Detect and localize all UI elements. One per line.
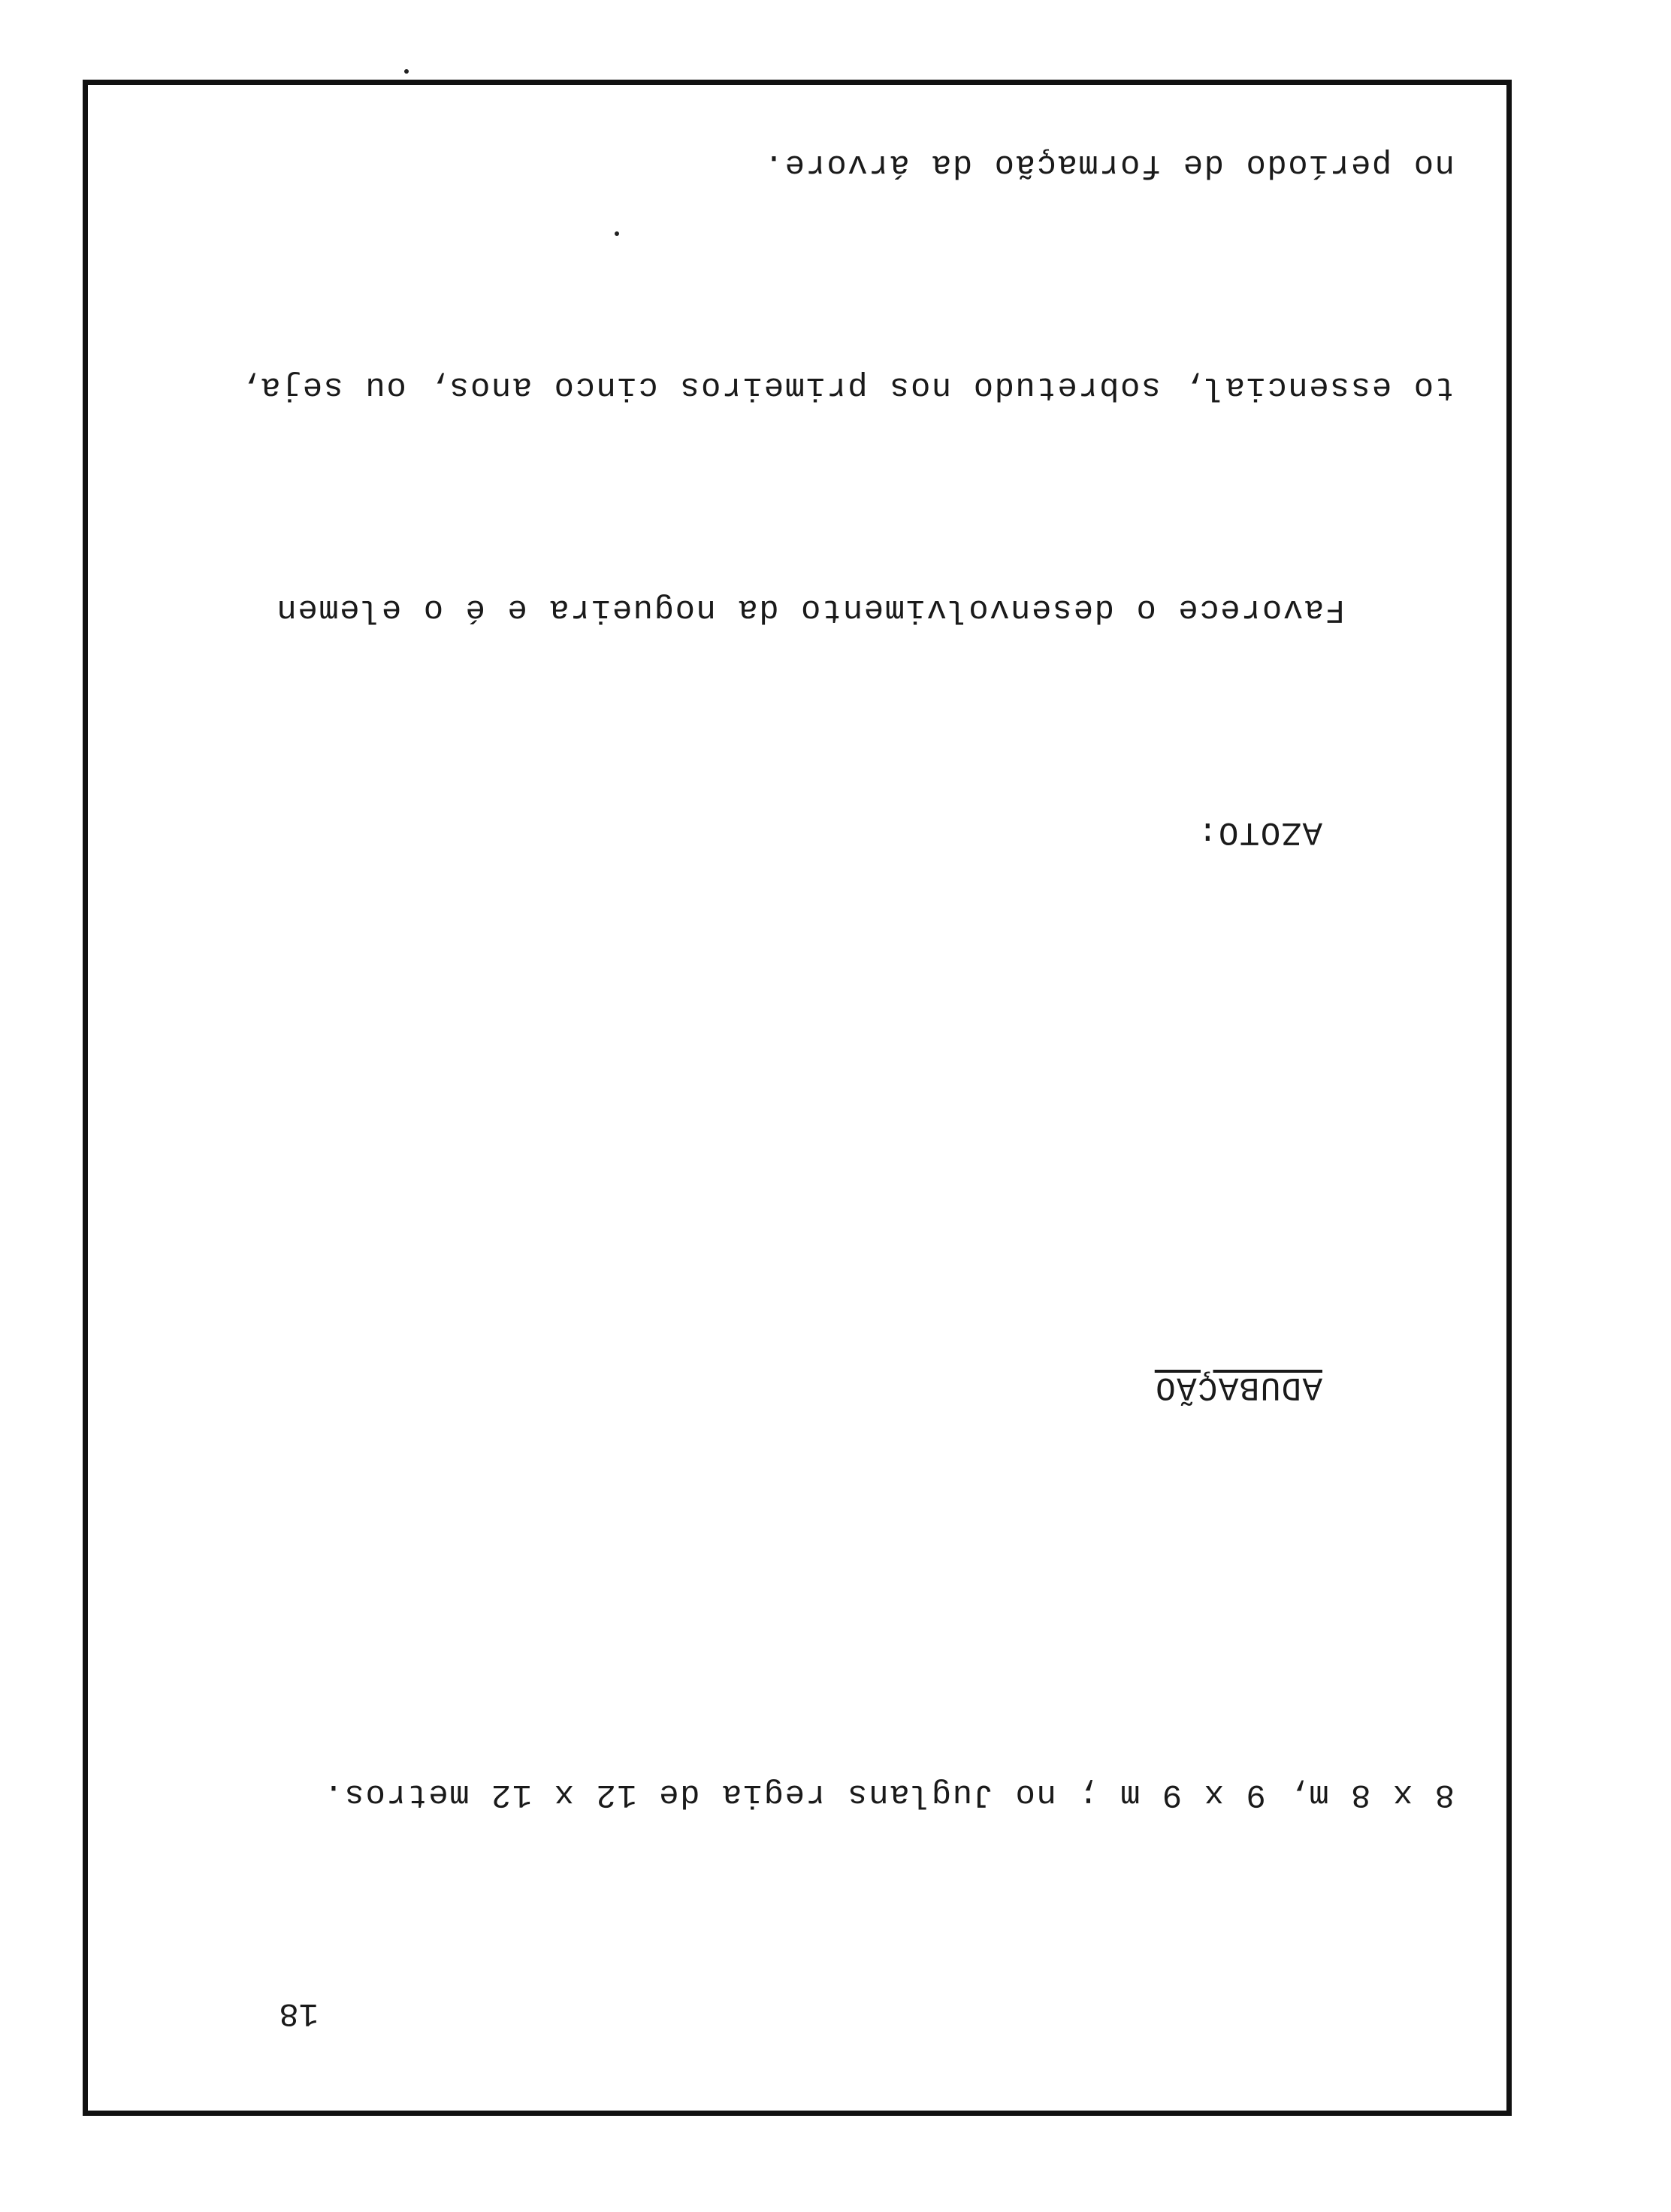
document-body [147,0,1455,1979]
heading-azoto: AZOTO: [1196,812,1322,851]
spacer [147,1165,1455,1201]
paragraph-line: no período de formação da árvore. [763,146,1455,184]
paragraph-line: to essencial, sobretudo nos primeiros cinco anos, ou seja, [238,368,1455,406]
scan-speck [615,231,619,236]
section-title: ADUBAÇÃO [1154,1367,1322,1406]
spacer [147,1572,1455,1609]
page-number: 18 [279,1994,319,2032]
intro-line: 8 x 8 m, 9 x 9 m ; no Juglans regia de 12 x 12 metros. [322,1775,1455,1813]
scan-speck [404,69,409,74]
paragraph-line: Favorece o desenvolvimento da nogueira e é o elemen [275,590,1345,628]
